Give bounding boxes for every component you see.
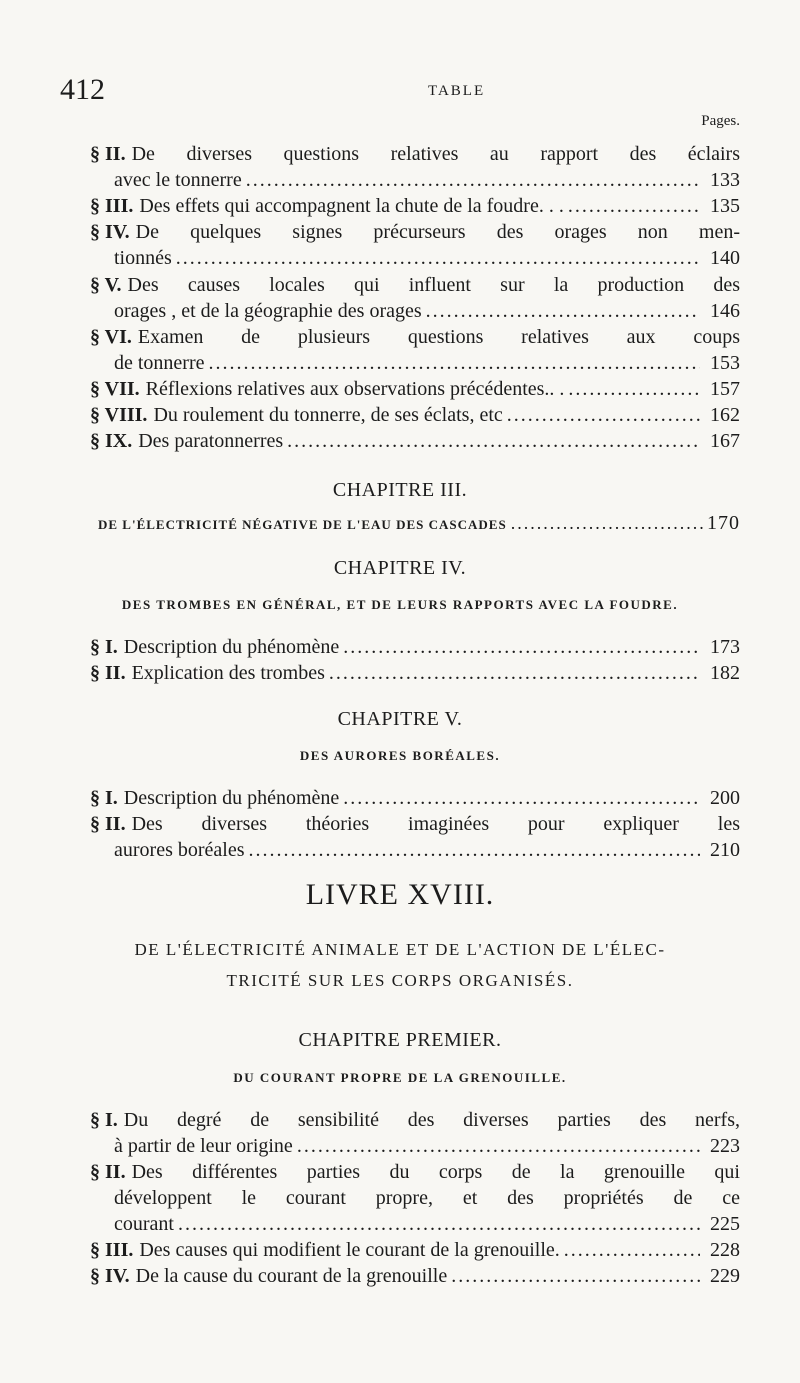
section-number: § II. [90,813,126,835]
toc-entry-line [90,1211,740,1237]
dot-leader [343,634,700,660]
dot-leader [507,402,700,428]
toc-page-number: 210 [710,839,740,861]
dot-leader [451,1263,700,1289]
section-number: § IV. [90,221,130,243]
toc-entry [90,660,740,686]
running-title: TABLE [428,83,486,99]
book-subtitle-line-1: DE L'ÉLECTRICITÉ ANIMALE ET DE L'ACTION DE L'ÉLEC- [134,940,666,959]
toc-page-number: 146 [710,300,740,322]
toc-page-number: 229 [710,1265,740,1287]
entry-title: aurores boréales [114,839,245,861]
toc-page-number: 228 [710,1239,740,1261]
toc-entry-line [90,350,740,376]
toc-page-number: 162 [710,404,740,426]
section-number: § II. [90,143,126,165]
entry-title: Description du phénomène [123,787,340,809]
section-number: § VI. [90,326,132,348]
toc-page-number: 140 [710,247,740,269]
dot-leader [564,1237,700,1263]
chapter-subtitle: DE L'ÉLECTRICITÉ NÉGATIVE DE L'EAU DES CASCADES [98,517,507,532]
toc-entry [90,634,740,660]
book-heading: LIVRE XVIII. [305,878,495,911]
toc-entry-line [90,167,740,193]
entry-title: De quelques signes précurseurs des orages non men- [135,221,740,243]
toc-entry [90,193,740,219]
toc-entry [90,402,740,428]
entry-title: avec le tonnerre [114,169,242,191]
section-number: § VIII. [90,404,148,426]
toc-entry-line [90,1159,740,1185]
toc-entry-line [90,785,740,811]
toc-entry [90,141,740,193]
entry-title: Des différentes parties du corps de la grenouille qui [131,1161,740,1183]
chapter-heading: CHAPITRE V. [337,708,463,730]
entry-title: Des diverses théories imaginées pour expliquer les [131,813,740,835]
toc-entry [90,376,740,402]
toc-page-number: 170 [707,512,740,534]
section-number: § IX. [90,430,133,452]
toc-entry-line [90,193,740,219]
entry-title: De diverses questions relatives au rapport des éclairs [131,143,740,165]
chapter-subtitle: DU COURANT PROPRE DE LA GRENOUILLE. [233,1070,567,1085]
chapter-heading: CHAPITRE PREMIER. [298,1029,502,1051]
entry-title: Description du phénomène [123,636,340,658]
toc-page-number: 223 [710,1135,740,1157]
dot-leader [426,298,700,324]
toc-entry-line [90,376,740,402]
section-number: § III. [90,1239,134,1261]
section-number: § I. [90,1109,118,1131]
entry-title: Réflexions relatives aux observations précédentes.. . [145,378,565,400]
toc-entry-line [90,272,740,298]
section-number: § II. [90,662,126,684]
dot-leader [249,837,701,863]
entry-title: Des effets qui accompagnent la chute de la foudre. . . [139,195,564,217]
entry-title: développent le courant propre, et des propriétés de ce [114,1187,740,1209]
dot-leader [568,193,700,219]
dot-leader [511,513,703,534]
dot-leader [287,428,700,454]
pages-column-label: Pages. [701,113,740,129]
toc-entry-line [90,811,740,837]
entry-title: Des causes qui modifient le courant de la grenouille. [139,1239,560,1261]
toc-entry-line [90,245,740,271]
toc-entry [90,1159,740,1237]
running-header [60,73,740,129]
toc-entry [90,219,740,271]
chapter-heading: CHAPITRE IV. [333,557,467,579]
entry-title: courant [114,1213,174,1235]
toc-page-number: 182 [710,662,740,684]
toc-entry [90,1263,740,1289]
dot-leader [209,350,700,376]
dot-leader [176,245,700,271]
book-subtitle-line-2: TRICITÉ SUR LES CORPS ORGANISÉS. [226,971,574,990]
section-number: § III. [90,195,134,217]
dot-leader [246,167,700,193]
entry-title: Du degré de sensibilité des diverses parties des nerfs, [123,1109,740,1131]
toc-entry-line [90,324,740,350]
section-number: § V. [90,274,122,296]
toc-page-number: 173 [710,636,740,658]
page-number: 412 [60,73,105,106]
toc-entry-line [90,1133,740,1159]
toc-entry-line [90,1185,740,1211]
toc-entry-line [90,1107,740,1133]
entry-title: Des causes locales qui influent sur la production des [127,274,740,296]
entry-title: à partir de leur origine [114,1135,293,1157]
toc-entry-line [90,1237,740,1263]
chapter-heading: CHAPITRE III. [332,479,468,501]
toc-page-number: 157 [710,378,740,400]
toc-entry-line [90,1263,740,1289]
entry-title: Du roulement du tonnerre, de ses éclats, etc [153,404,503,426]
section-number: § VII. [90,378,140,400]
section-number: § II. [90,1161,126,1183]
toc-page-number: 200 [710,787,740,809]
section-number: § I. [90,636,118,658]
dot-leader [178,1211,700,1237]
toc-entry-line [90,428,740,454]
dot-leader [329,660,700,686]
entry-title: orages , et de la géographie des orages [114,300,422,322]
entry-title: Explication des trombes [131,662,325,684]
toc-entry-line [90,660,740,686]
toc-entry [90,1237,740,1263]
toc-entry-line [90,141,740,167]
toc-entry-line [90,219,740,245]
toc-entry [90,272,740,324]
toc-entry-line [90,402,740,428]
toc-page-number: 135 [710,195,740,217]
toc-page-number: 225 [710,1213,740,1235]
toc-entry-line [90,837,740,863]
entry-title: de tonnerre [114,352,205,374]
toc-entry [90,785,740,811]
entry-title: De la cause du courant de la grenouille [135,1265,448,1287]
chapter-subtitle-entry [98,512,740,535]
toc-entry-line [90,634,740,660]
dot-leader [297,1133,700,1159]
entry-title: tionnés [114,247,172,269]
entry-title: Examen de plusieurs questions relatives aux coups [137,326,740,348]
chapter-subtitle: DES AURORES BORÉALES. [299,748,501,763]
dot-leader [343,785,700,811]
toc-entry [90,428,740,454]
section-number: § I. [90,787,118,809]
toc-page-number: 133 [710,169,740,191]
entry-title: Des paratonnerres [138,430,284,452]
dot-leader [568,376,700,402]
toc-page-number: 167 [710,430,740,452]
toc-entry [90,324,740,376]
chapter-subtitle: DES TROMBES EN GÉNÉRAL, ET DE LEURS RAPPORTS AVEC LA FOUDRE. [121,597,679,612]
toc-page-number: 153 [710,352,740,374]
toc-entry [90,811,740,863]
toc-entry [90,1107,740,1159]
section-number: § IV. [90,1265,130,1287]
toc-entry-line [90,298,740,324]
